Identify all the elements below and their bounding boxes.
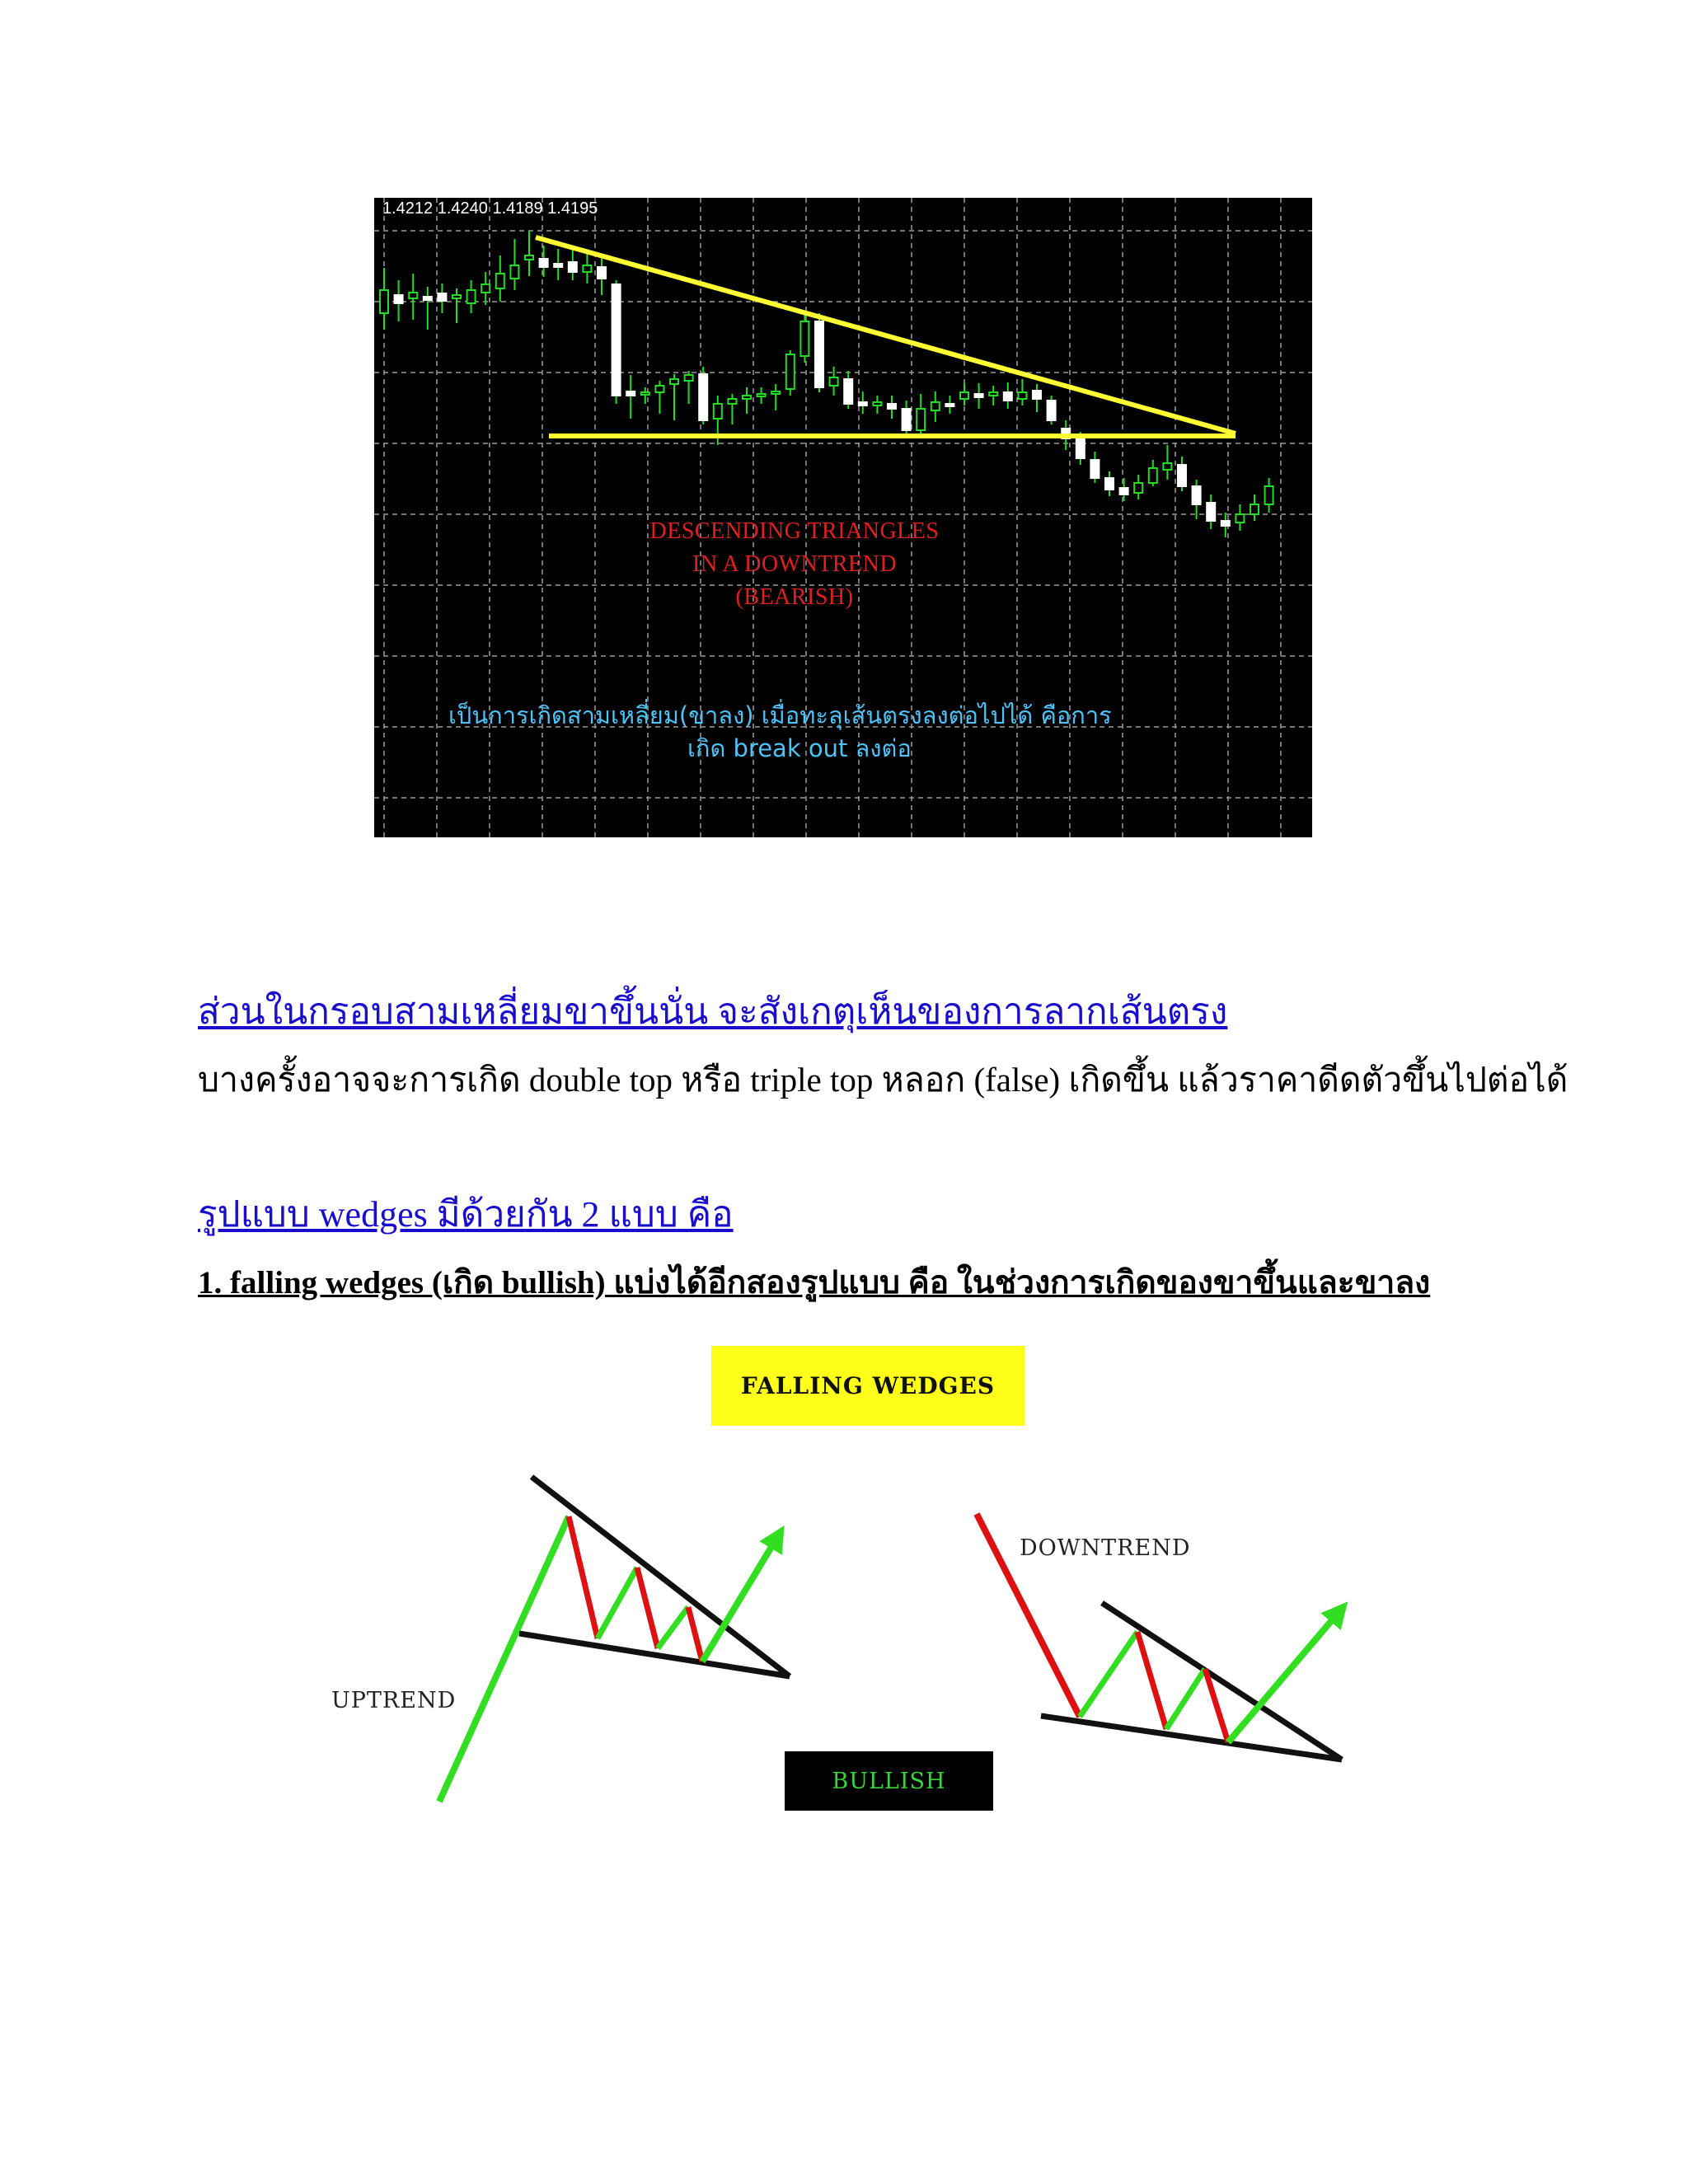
- candle-up: [931, 402, 940, 410]
- candle-down: [569, 262, 577, 272]
- candle-down: [1193, 486, 1201, 504]
- candle-up: [1149, 468, 1157, 483]
- wedge-lower-line-right: [1041, 1716, 1342, 1760]
- candle-up: [728, 399, 736, 404]
- wedge-upper-line-right: [1102, 1603, 1342, 1760]
- candle-up: [1163, 463, 1171, 470]
- candle-down: [598, 267, 606, 279]
- candle-up: [685, 375, 693, 381]
- breakout-arrow-left: [702, 1535, 779, 1661]
- candle-up: [873, 402, 881, 405]
- uptrend-leg: [439, 1516, 569, 1802]
- candle-up: [757, 394, 766, 396]
- up-leg: [1080, 1632, 1137, 1717]
- candle-down: [612, 284, 621, 396]
- candle-down: [975, 394, 983, 397]
- candle-up: [641, 392, 649, 395]
- candle-up: [714, 404, 722, 419]
- candle-up: [510, 265, 518, 279]
- downtrend-label: DOWNTREND: [1020, 1535, 1191, 1561]
- candle-up: [467, 290, 476, 303]
- candle-down: [903, 409, 911, 430]
- up-leg: [658, 1607, 688, 1648]
- candle-up: [452, 295, 461, 298]
- down-leg: [637, 1568, 658, 1648]
- candle-up: [409, 293, 417, 298]
- candle-up: [655, 386, 663, 392]
- falling-wedges-figure: [313, 1335, 1368, 1821]
- up-leg: [598, 1568, 637, 1638]
- down-leg: [569, 1516, 598, 1638]
- candle-up: [496, 274, 504, 288]
- chart-red-caption-line-3: (BEARISH): [735, 584, 854, 610]
- candle-down: [699, 374, 707, 420]
- candle-up: [830, 377, 838, 386]
- section2-link[interactable]: รูปแบบ wedges มีด้วยกัน 2 แบบ คือ: [198, 1194, 734, 1235]
- falling-wedges-title: FALLING WEDGES: [711, 1346, 1025, 1426]
- candle-down: [554, 264, 562, 267]
- chart-red-caption-line-1: DESCENDING TRIANGLES: [649, 518, 940, 544]
- section1-body: บางครั้งอาจจะการเกิด double top หรือ triple top หลอก (false) เกิดขึ้น แล้วราคาดีดตัวขึ้นไปต่อได้: [198, 1061, 1568, 1099]
- candle-down: [438, 293, 446, 301]
- candle-up: [380, 290, 388, 313]
- up-leg: [1166, 1669, 1205, 1729]
- candle-down: [859, 402, 867, 405]
- down-leg: [1137, 1632, 1166, 1729]
- candle-down: [1105, 478, 1114, 490]
- candle-down: [844, 379, 852, 404]
- candle-up: [670, 379, 678, 384]
- candle-up: [1265, 486, 1273, 504]
- section2-heading: 1. falling wedges (เกิด bullish) แบ่งได้อีกสองรูปแบบ คือ ในช่วงการเกิดของขาขึ้นและขาลง: [198, 1265, 1431, 1301]
- candle-down: [1033, 391, 1041, 399]
- candle-down: [815, 321, 823, 387]
- candle-down: [626, 391, 635, 396]
- ohlc-readout: 1.4212 1.4240 1.4189 1.4195: [382, 199, 598, 218]
- candle-up: [771, 391, 780, 394]
- candle-down: [1221, 521, 1230, 526]
- candle-up: [1236, 514, 1244, 523]
- candle-up: [960, 392, 968, 399]
- candle-up: [481, 284, 490, 293]
- chart-red-caption-line-2: IN A DOWNTREND: [692, 551, 898, 577]
- candle-up: [917, 409, 925, 430]
- bullish-label: BULLISH: [785, 1751, 993, 1811]
- candle-down: [1207, 503, 1215, 521]
- chart-thai-caption-line-2: เกิด break out ลงต่อ: [687, 734, 912, 762]
- candle-down: [1090, 460, 1099, 478]
- candle-up: [1134, 483, 1142, 493]
- candle-up: [743, 396, 751, 399]
- candle-up: [786, 354, 795, 389]
- down-leg: [688, 1607, 702, 1661]
- chart-thai-caption-line-1: เป็นการเกิดสามเหลี่ยม(ขาลง) เมื่อทะลุเส้นตรงลงต่อไปได้ คือการ: [448, 701, 1112, 729]
- candle-down: [945, 404, 954, 406]
- candle-down: [1004, 392, 1012, 401]
- candle-down: [888, 404, 896, 409]
- descending-triangle-chart: [374, 198, 1312, 837]
- candle-down: [395, 295, 403, 303]
- candle-down: [1178, 465, 1186, 486]
- uptrend-wedge: [439, 1477, 790, 1802]
- resistance-trendline: [536, 237, 1236, 434]
- candle-up: [583, 265, 591, 272]
- candle-down: [540, 259, 548, 267]
- candle-down: [1048, 401, 1056, 420]
- candle-up: [525, 255, 533, 260]
- candle-up: [989, 392, 997, 396]
- candle-down: [424, 297, 432, 300]
- section1-link[interactable]: ส่วนในกรอบสามเหลี่ยมขาขึ้นนั่น จะสังเกตุเห็นของการลากเส้นตรง: [198, 991, 1228, 1032]
- candle-down: [1120, 488, 1128, 494]
- candle-up: [1250, 504, 1259, 514]
- candle-down: [1076, 437, 1085, 458]
- candle-up: [1018, 392, 1026, 399]
- uptrend-label: UPTREND: [331, 1688, 457, 1713]
- candle-up: [800, 321, 809, 356]
